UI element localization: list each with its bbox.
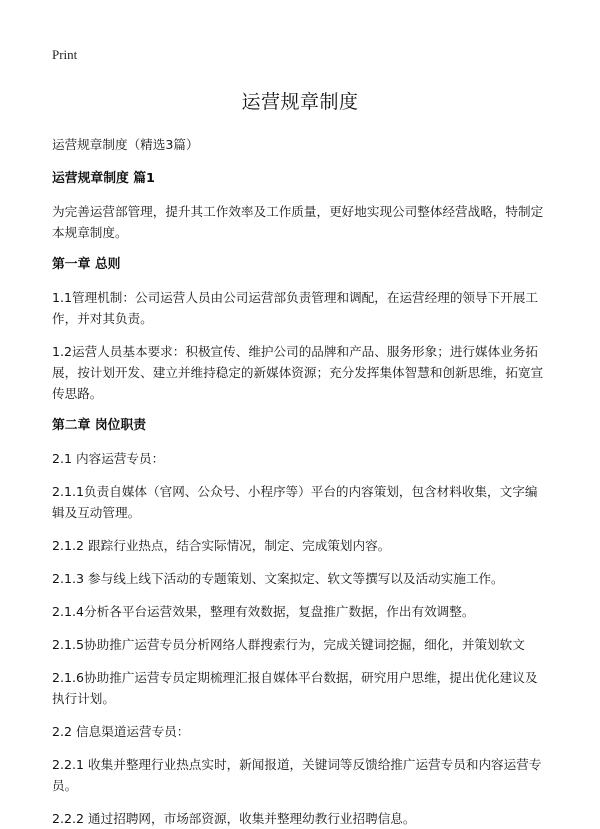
intro-paragraph: 为完善运营部管理，提升其工作效率及工作质量，更好地实现公司整体经营战略，特制定本规章制度。: [52, 204, 544, 240]
document-title: 运营规章制度: [241, 91, 359, 113]
paragraph: 1.2运营人员基本要求：积极宣传、维护公司的品牌和产品、服务形象；进行媒体业务拓展，按计划开发、建立并维持稳定的新媒体资源；充分发挥集体智慧和创新思维，拓宽宣传思路。: [52, 344, 544, 401]
document-subtitle: 运营规章制度（精选3篇）: [52, 137, 199, 152]
paragraph: 2.1.6协助推广运营专员定期梳理汇报自媒体平台数据，研究用户思维，提出优化建议及执行计划。: [52, 670, 538, 706]
paragraph: 2.1.2 跟踪行业热点，结合实际情况，制定、完成策划内容。: [52, 538, 391, 553]
print-link[interactable]: Print: [52, 47, 78, 62]
paragraph: 2.2.2 通过招聘网，市场部资源，收集并整理幼教行业招聘信息。: [52, 811, 416, 826]
paragraph: 2.2 信息渠道运营专员：: [52, 724, 190, 739]
paragraph: 2.1.3 参与线上线下活动的专题策划、文案拟定、软文等撰写以及活动实施工作。: [52, 571, 504, 586]
paragraph: 2.1.4分析各平台运营效果，整理有效数据，复盘推广数据，作出有效调整。: [52, 604, 475, 619]
article-heading: 运营规章制度 篇1: [52, 171, 155, 186]
paragraph: 2.1.5协助推广运营专员分析网络人群搜索行为，完成关键词挖掘，细化，并策划软文: [52, 637, 525, 652]
paragraph: 2.2.1 收集并整理行业热点实时，新闻报道，关键词等反馈给推广运营专员和内容运营专员。: [52, 757, 542, 793]
paragraph: 2.1 内容运营专员：: [52, 451, 165, 466]
chapter2-heading: 第二章 岗位职责: [52, 418, 147, 433]
chapter1-heading: 第一章 总则: [52, 257, 121, 272]
paragraph: 1.1管理机制：公司运营人员由公司运营部负责管理和调配，在运营经理的领导下开展工作，并对其负责。: [52, 290, 538, 326]
paragraph: 2.1.1负责自媒体（官网、公众号、小程序等）平台的内容策划，包含材料收集，文字编辑及互动管理。: [52, 484, 538, 520]
